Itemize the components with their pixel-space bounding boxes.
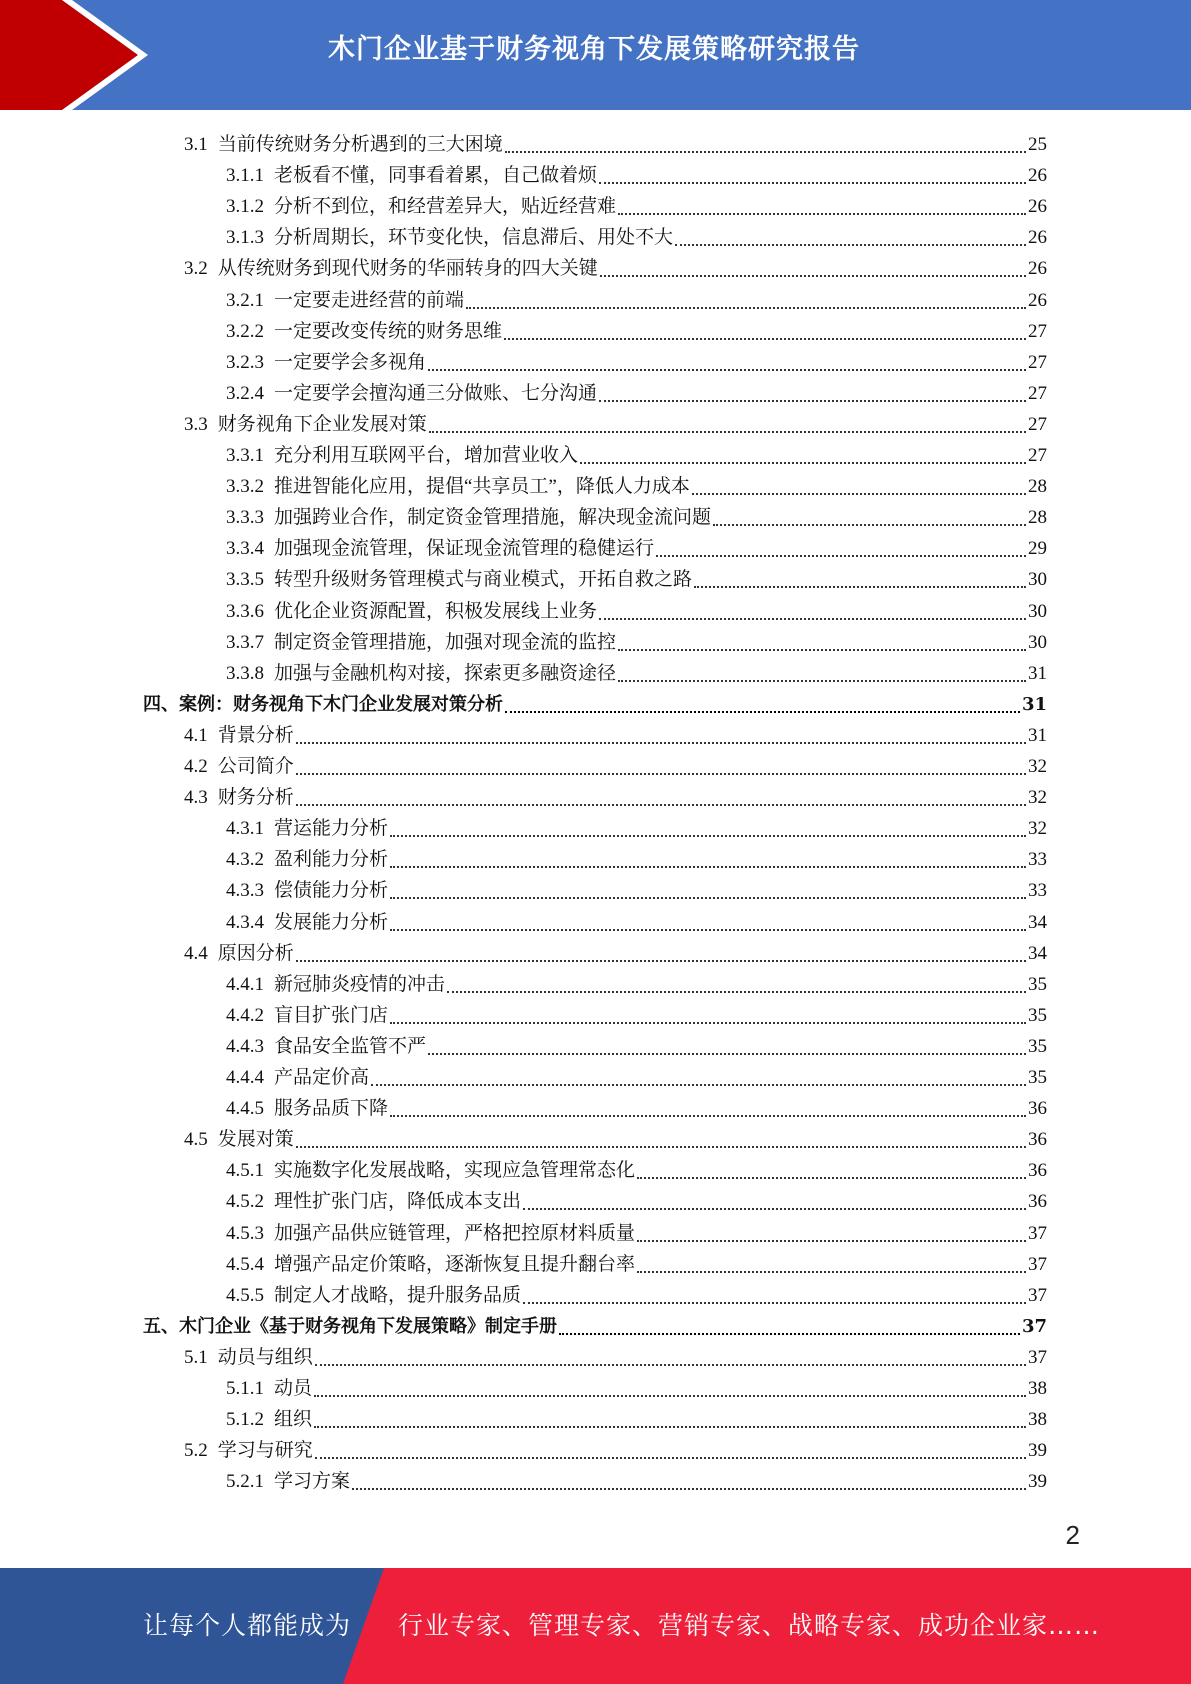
- toc-entry-title: 从传统财务到现代财务的华丽转身的四大关键: [217, 258, 598, 280]
- toc-dot-leader: [315, 1457, 1026, 1459]
- toc-entry[interactable]: [226, 500, 1047, 531]
- toc-entry[interactable]: [184, 936, 1047, 967]
- toc-entry-page: 27: [1028, 351, 1047, 373]
- toc-entry-title: 背景分析: [217, 724, 294, 746]
- toc-dot-leader: [637, 1271, 1026, 1273]
- toc-dot-leader: [599, 182, 1026, 184]
- toc-dot-leader: [390, 929, 1026, 931]
- toc-entry-page: 30: [1028, 569, 1047, 591]
- toc-entry[interactable]: [226, 656, 1047, 687]
- toc-entry-number: 3.3: [184, 413, 208, 435]
- toc-entry-page: 27: [1028, 320, 1047, 342]
- toc-entry-page: 26: [1028, 258, 1047, 280]
- toc-entry-title: 盈利能力分析: [274, 849, 389, 871]
- toc-dot-leader: [428, 1053, 1026, 1055]
- toc-dot-leader: [618, 649, 1026, 651]
- toc-entry[interactable]: [226, 283, 1047, 314]
- header-banner: [0, 0, 1191, 110]
- toc-entry-number: 4.3: [184, 787, 208, 809]
- toc-dot-leader: [296, 742, 1026, 744]
- toc-dot-leader: [352, 1488, 1026, 1490]
- toc-entry-page: 32: [1028, 787, 1047, 809]
- toc-entry[interactable]: [226, 345, 1047, 376]
- toc-entry[interactable]: [226, 1216, 1047, 1247]
- toc-entry-number: 3.1.1: [226, 165, 264, 187]
- toc-entry-title: 公司简介: [217, 756, 294, 777]
- toc-entry-title: 财务分析: [217, 787, 294, 809]
- toc-entry-page: 27: [1028, 413, 1047, 435]
- toc-entry-number: 4.3.1: [226, 818, 264, 840]
- toc-entry[interactable]: [184, 127, 1047, 158]
- toc-entry-page: 37: [1028, 1346, 1047, 1368]
- toc-entry-page: 25: [1028, 134, 1047, 155]
- toc-entry-title: 学习方案: [274, 1471, 351, 1493]
- toc-entry-number: 3.3.5: [226, 569, 264, 591]
- toc-dot-leader: [599, 618, 1026, 620]
- toc-entry-page: 31: [1028, 662, 1047, 684]
- toc-entry[interactable]: [226, 1464, 1047, 1495]
- toc-entry-page: 37: [1028, 1284, 1047, 1306]
- toc-entry-title: 充分利用互联网平台，增加营业收入: [274, 445, 579, 466]
- toc-entry[interactable]: [226, 594, 1047, 625]
- toc-entry-number: 5.2.1: [226, 1471, 264, 1493]
- document-title: 木门企业基于财务视角下发展策略研究报告: [328, 34, 860, 65]
- toc-entry[interactable]: [226, 625, 1047, 656]
- toc-entry-title: 加强与金融机构对接，探索更多融资途径: [274, 662, 617, 684]
- toc-entry-title: 一定要走进经营的前端: [274, 289, 465, 311]
- toc-entry-title: 实施数字化发展战略，实现应急管理常态化: [274, 1160, 636, 1182]
- footer-banner: [0, 1568, 1191, 1684]
- toc-dot-leader: [675, 244, 1026, 246]
- toc-entry-title: 一定要学会擅沟通三分做账、七分沟通: [274, 382, 598, 404]
- toc-entry[interactable]: [184, 718, 1047, 749]
- toc-entry-page: 38: [1028, 1409, 1047, 1431]
- toc-entry-title: 一定要改变传统的财务思维: [274, 320, 503, 342]
- toc-dot-leader: [523, 1302, 1026, 1304]
- toc-entry-title: 五、木门企业《基于财务视角下发展策略》制定手册: [143, 1315, 557, 1337]
- toc-entry[interactable]: [226, 1278, 1047, 1309]
- toc-entry-page: 26: [1028, 196, 1047, 218]
- toc-entry-title: 四、案例：财务视角下木门企业发展对策分析: [143, 693, 503, 715]
- toc-dot-leader: [559, 1333, 1020, 1335]
- toc-entry-number: 3.2.2: [226, 320, 264, 342]
- toc-entry-page: 37: [1021, 1315, 1047, 1337]
- toc-dot-leader: [504, 338, 1026, 340]
- toc-entry-page: 32: [1028, 818, 1047, 840]
- toc-entry-number: 5.1: [184, 1346, 208, 1368]
- toc-entry-number: 4.4.4: [226, 1067, 264, 1088]
- toc-entry-number: 3.2: [184, 258, 208, 280]
- toc-entry-page: 26: [1028, 165, 1047, 187]
- toc-entry-number: 5.2: [184, 1440, 208, 1462]
- toc-entry-number: 4.5.2: [226, 1191, 264, 1213]
- toc-entry-number: 3.3.7: [226, 631, 264, 653]
- toc-entry[interactable]: [143, 687, 1047, 718]
- toc-entry-page: 27: [1028, 382, 1047, 404]
- toc-entry[interactable]: [226, 314, 1047, 345]
- toc-dot-leader: [466, 307, 1026, 309]
- toc-entry[interactable]: [226, 220, 1047, 251]
- toc-entry-page: 36: [1028, 1129, 1047, 1151]
- toc-entry[interactable]: [226, 1153, 1047, 1184]
- toc-entry-page: 31: [1021, 693, 1047, 715]
- toc-entry-number: 3.1.2: [226, 196, 264, 218]
- toc-entry-title: 动员: [274, 1378, 313, 1399]
- toc-entry-title: 分析周期长，环节变化快，信息滞后、用处不大: [274, 227, 674, 249]
- toc-entry-number: 4.5.3: [226, 1222, 264, 1244]
- toc-entry-title: 原因分析: [217, 942, 294, 964]
- toc-entry-page: 39: [1028, 1471, 1047, 1493]
- toc-dot-leader: [428, 369, 1026, 371]
- toc-entry-number: 4.1: [184, 724, 208, 746]
- toc-entry-page: 34: [1028, 911, 1047, 933]
- toc-entry[interactable]: [184, 749, 1047, 780]
- toc-entry[interactable]: [226, 1091, 1047, 1122]
- toc-entry-number: 4.4.5: [226, 1098, 264, 1120]
- toc-entry-page: 32: [1028, 756, 1047, 777]
- toc-entry-page: 28: [1028, 476, 1047, 498]
- toc-entry-title: 学习与研究: [217, 1440, 313, 1462]
- toc-entry-title: 分析不到位，和经营差异大，贴近经营难: [274, 196, 617, 218]
- toc-entry-title: 服务品质下降: [274, 1098, 389, 1120]
- toc-entry-number: 5.1.2: [226, 1409, 264, 1431]
- toc-dot-leader: [390, 897, 1026, 899]
- toc-entry-title: 产品定价高: [274, 1067, 370, 1088]
- toc-entry[interactable]: [226, 189, 1047, 220]
- toc-dot-leader: [447, 991, 1026, 993]
- toc-entry-number: 3.3.1: [226, 445, 264, 466]
- toc-entry-number: 3.3.6: [226, 600, 264, 622]
- toc-entry[interactable]: [184, 251, 1047, 282]
- toc-entry-title: 发展能力分析: [274, 911, 389, 933]
- toc-entry-title: 偿债能力分析: [274, 880, 389, 902]
- toc-entry-title: 加强产品供应链管理，严格把控原材料质量: [274, 1222, 636, 1244]
- footer-slogan-right: 行业专家、管理专家、营销专家、战略专家、成功企业家……: [398, 1611, 1101, 1640]
- toc-entry-page: 30: [1028, 631, 1047, 653]
- toc-entry-page: 35: [1028, 1035, 1047, 1057]
- toc-entry-page: 38: [1028, 1378, 1047, 1399]
- toc-entry-page: 35: [1028, 1067, 1047, 1088]
- toc-entry-title: 组织: [274, 1409, 313, 1431]
- toc-entry[interactable]: [226, 1029, 1047, 1060]
- toc-entry-page: 36: [1028, 1098, 1047, 1120]
- toc-entry-title: 当前传统财务分析遇到的三大困境: [217, 134, 503, 155]
- toc-entry[interactable]: [226, 842, 1047, 873]
- toc-entry[interactable]: [226, 811, 1047, 842]
- toc-entry-number: 4.3.4: [226, 911, 264, 933]
- toc-entry[interactable]: [226, 158, 1047, 189]
- toc-dot-leader: [618, 680, 1026, 682]
- toc-entry-title: 发展对策: [217, 1129, 294, 1151]
- toc-entry-number: 3.3.2: [226, 476, 264, 498]
- toc-entry-page: 34: [1028, 942, 1047, 964]
- toc-dot-leader: [371, 1084, 1026, 1086]
- toc-entry[interactable]: [226, 562, 1047, 593]
- toc-entry[interactable]: [226, 1402, 1047, 1433]
- toc-entry-page: 27: [1028, 445, 1047, 466]
- toc-entry-title: 财务视角下企业发展对策: [217, 413, 427, 435]
- toc-entry-page: 29: [1028, 538, 1047, 560]
- toc-entry-number: 4.2: [184, 756, 208, 777]
- toc-entry-number: 3.1.3: [226, 227, 264, 249]
- toc-dot-leader: [315, 1364, 1026, 1366]
- toc-entry-title: 营运能力分析: [274, 818, 389, 840]
- toc-entry-page: 31: [1028, 724, 1047, 746]
- toc-entry-page: 33: [1028, 849, 1047, 871]
- toc-dot-leader: [656, 555, 1026, 557]
- toc-entry-number: 4.4.1: [226, 973, 264, 995]
- toc-entry-number: 5.1.1: [226, 1378, 264, 1399]
- toc-entry[interactable]: [184, 1433, 1047, 1464]
- toc-entry-title: 理性扩张门店，降低成本支出: [274, 1191, 522, 1213]
- toc-entry-number: 4.4: [184, 942, 208, 964]
- toc-entry-title: 一定要学会多视角: [274, 351, 427, 373]
- toc-dot-leader: [314, 1395, 1026, 1397]
- toc-entry[interactable]: [226, 376, 1047, 407]
- toc-dot-leader: [296, 960, 1026, 962]
- toc-entry-number: 4.5.4: [226, 1253, 264, 1275]
- toc-entry-page: 35: [1028, 973, 1047, 995]
- toc-entry[interactable]: [184, 407, 1047, 438]
- toc-entry-page: 26: [1028, 289, 1047, 311]
- toc-dot-leader: [713, 524, 1026, 526]
- toc-entry[interactable]: [184, 780, 1047, 811]
- toc-entry-number: 3.2.3: [226, 351, 264, 373]
- toc-entry-page: 30: [1028, 600, 1047, 622]
- toc-entry[interactable]: [226, 1060, 1047, 1091]
- toc-entry[interactable]: [226, 469, 1047, 500]
- toc-entry-title: 推进智能化应用，提倡“共享员工”，降低人力成本: [274, 476, 690, 498]
- page-number: 2: [1065, 1520, 1080, 1550]
- toc-entry-title: 加强跨业合作，制定资金管理措施，解决现金流问题: [274, 507, 712, 529]
- toc-entry-title: 新冠肺炎疫情的冲击: [274, 973, 446, 995]
- toc-entry[interactable]: [226, 1184, 1047, 1215]
- toc-entry[interactable]: [184, 1340, 1047, 1371]
- toc-dot-leader: [314, 1426, 1026, 1428]
- toc-entry-number: 3.1: [184, 134, 208, 155]
- toc-entry-title: 老板看不懂，同事看着累，自己做着烦: [274, 165, 598, 187]
- toc-entry-title: 优化企业资源配置，积极发展线上业务: [274, 600, 598, 622]
- toc-entry-page: 36: [1028, 1160, 1047, 1182]
- toc-entry-number: 4.4.3: [226, 1035, 264, 1057]
- toc-entry[interactable]: [226, 905, 1047, 936]
- toc-entry-title: 加强现金流管理，保证现金流管理的稳健运行: [274, 538, 655, 560]
- toc-dot-leader: [296, 773, 1026, 775]
- toc-entry-number: 3.3.4: [226, 538, 264, 560]
- toc-dot-leader: [390, 835, 1026, 837]
- toc-entry-number: 3.2.1: [226, 289, 264, 311]
- toc-entry-number: 4.5.5: [226, 1284, 264, 1306]
- toc-dot-leader: [296, 1146, 1026, 1148]
- toc-entry[interactable]: [226, 438, 1047, 469]
- toc-entry[interactable]: [184, 1122, 1047, 1153]
- toc-entry[interactable]: [226, 1247, 1047, 1278]
- toc-entry-page: 37: [1028, 1253, 1047, 1275]
- toc-dot-leader: [637, 1240, 1026, 1242]
- toc-entry-page: 39: [1028, 1440, 1047, 1462]
- toc-entry-title: 增强产品定价策略，逐渐恢复且提升翻台率: [274, 1253, 636, 1275]
- toc-entry-number: 4.5.1: [226, 1160, 264, 1182]
- toc-entry[interactable]: [226, 967, 1047, 998]
- toc-dot-leader: [580, 462, 1026, 464]
- toc-dot-leader: [505, 151, 1026, 153]
- toc-entry-number: 3.2.4: [226, 382, 264, 404]
- toc-entry-page: 37: [1028, 1222, 1047, 1244]
- toc-dot-leader: [694, 586, 1026, 588]
- toc-entry-title: 动员与组织: [217, 1346, 313, 1368]
- toc-entry-page: 28: [1028, 507, 1047, 529]
- header-arrow-decoration: [0, 0, 160, 110]
- toc-entry[interactable]: [143, 1309, 1047, 1340]
- toc-entry[interactable]: [226, 998, 1047, 1029]
- toc-entry-title: 食品安全监管不严: [274, 1035, 427, 1057]
- toc-entry-number: 4.5: [184, 1129, 208, 1151]
- toc-entry-title: 盲目扩张门店: [274, 1004, 389, 1026]
- toc-entry-page: 35: [1028, 1004, 1047, 1026]
- toc-entry[interactable]: [226, 1371, 1047, 1402]
- toc-entry-number: 3.3.8: [226, 662, 264, 684]
- toc-dot-leader: [296, 804, 1026, 806]
- toc-dot-leader: [505, 711, 1020, 713]
- toc-entry-number: 4.3.2: [226, 849, 264, 871]
- toc-entry-page: 33: [1028, 880, 1047, 902]
- toc-entry-title: 转型升级财务管理模式与商业模式，开拓自救之路: [274, 569, 693, 591]
- toc-dot-leader: [600, 275, 1026, 277]
- toc-entry-title: 制定资金管理措施，加强对现金流的监控: [274, 631, 617, 653]
- toc-dot-leader: [692, 493, 1026, 495]
- toc-dot-leader: [637, 1177, 1026, 1179]
- toc-entry[interactable]: [226, 873, 1047, 904]
- toc-dot-leader: [618, 213, 1026, 215]
- toc-entry-page: 36: [1028, 1191, 1047, 1213]
- toc-entry-title: 制定人才战略，提升服务品质: [274, 1284, 522, 1306]
- toc-dot-leader: [599, 400, 1026, 402]
- toc-dot-leader: [429, 431, 1026, 433]
- toc-entry-page: 26: [1028, 227, 1047, 249]
- toc-entry[interactable]: [226, 531, 1047, 562]
- toc-dot-leader: [390, 1022, 1026, 1024]
- toc-dot-leader: [523, 1208, 1026, 1210]
- footer-slogan-left: 让每个人都能成为: [143, 1611, 352, 1640]
- toc-dot-leader: [390, 1115, 1026, 1117]
- toc-entry-number: 3.3.3: [226, 507, 264, 529]
- toc-entry-number: 4.4.2: [226, 1004, 264, 1026]
- toc-entry-number: 4.3.3: [226, 880, 264, 902]
- toc-dot-leader: [390, 866, 1026, 868]
